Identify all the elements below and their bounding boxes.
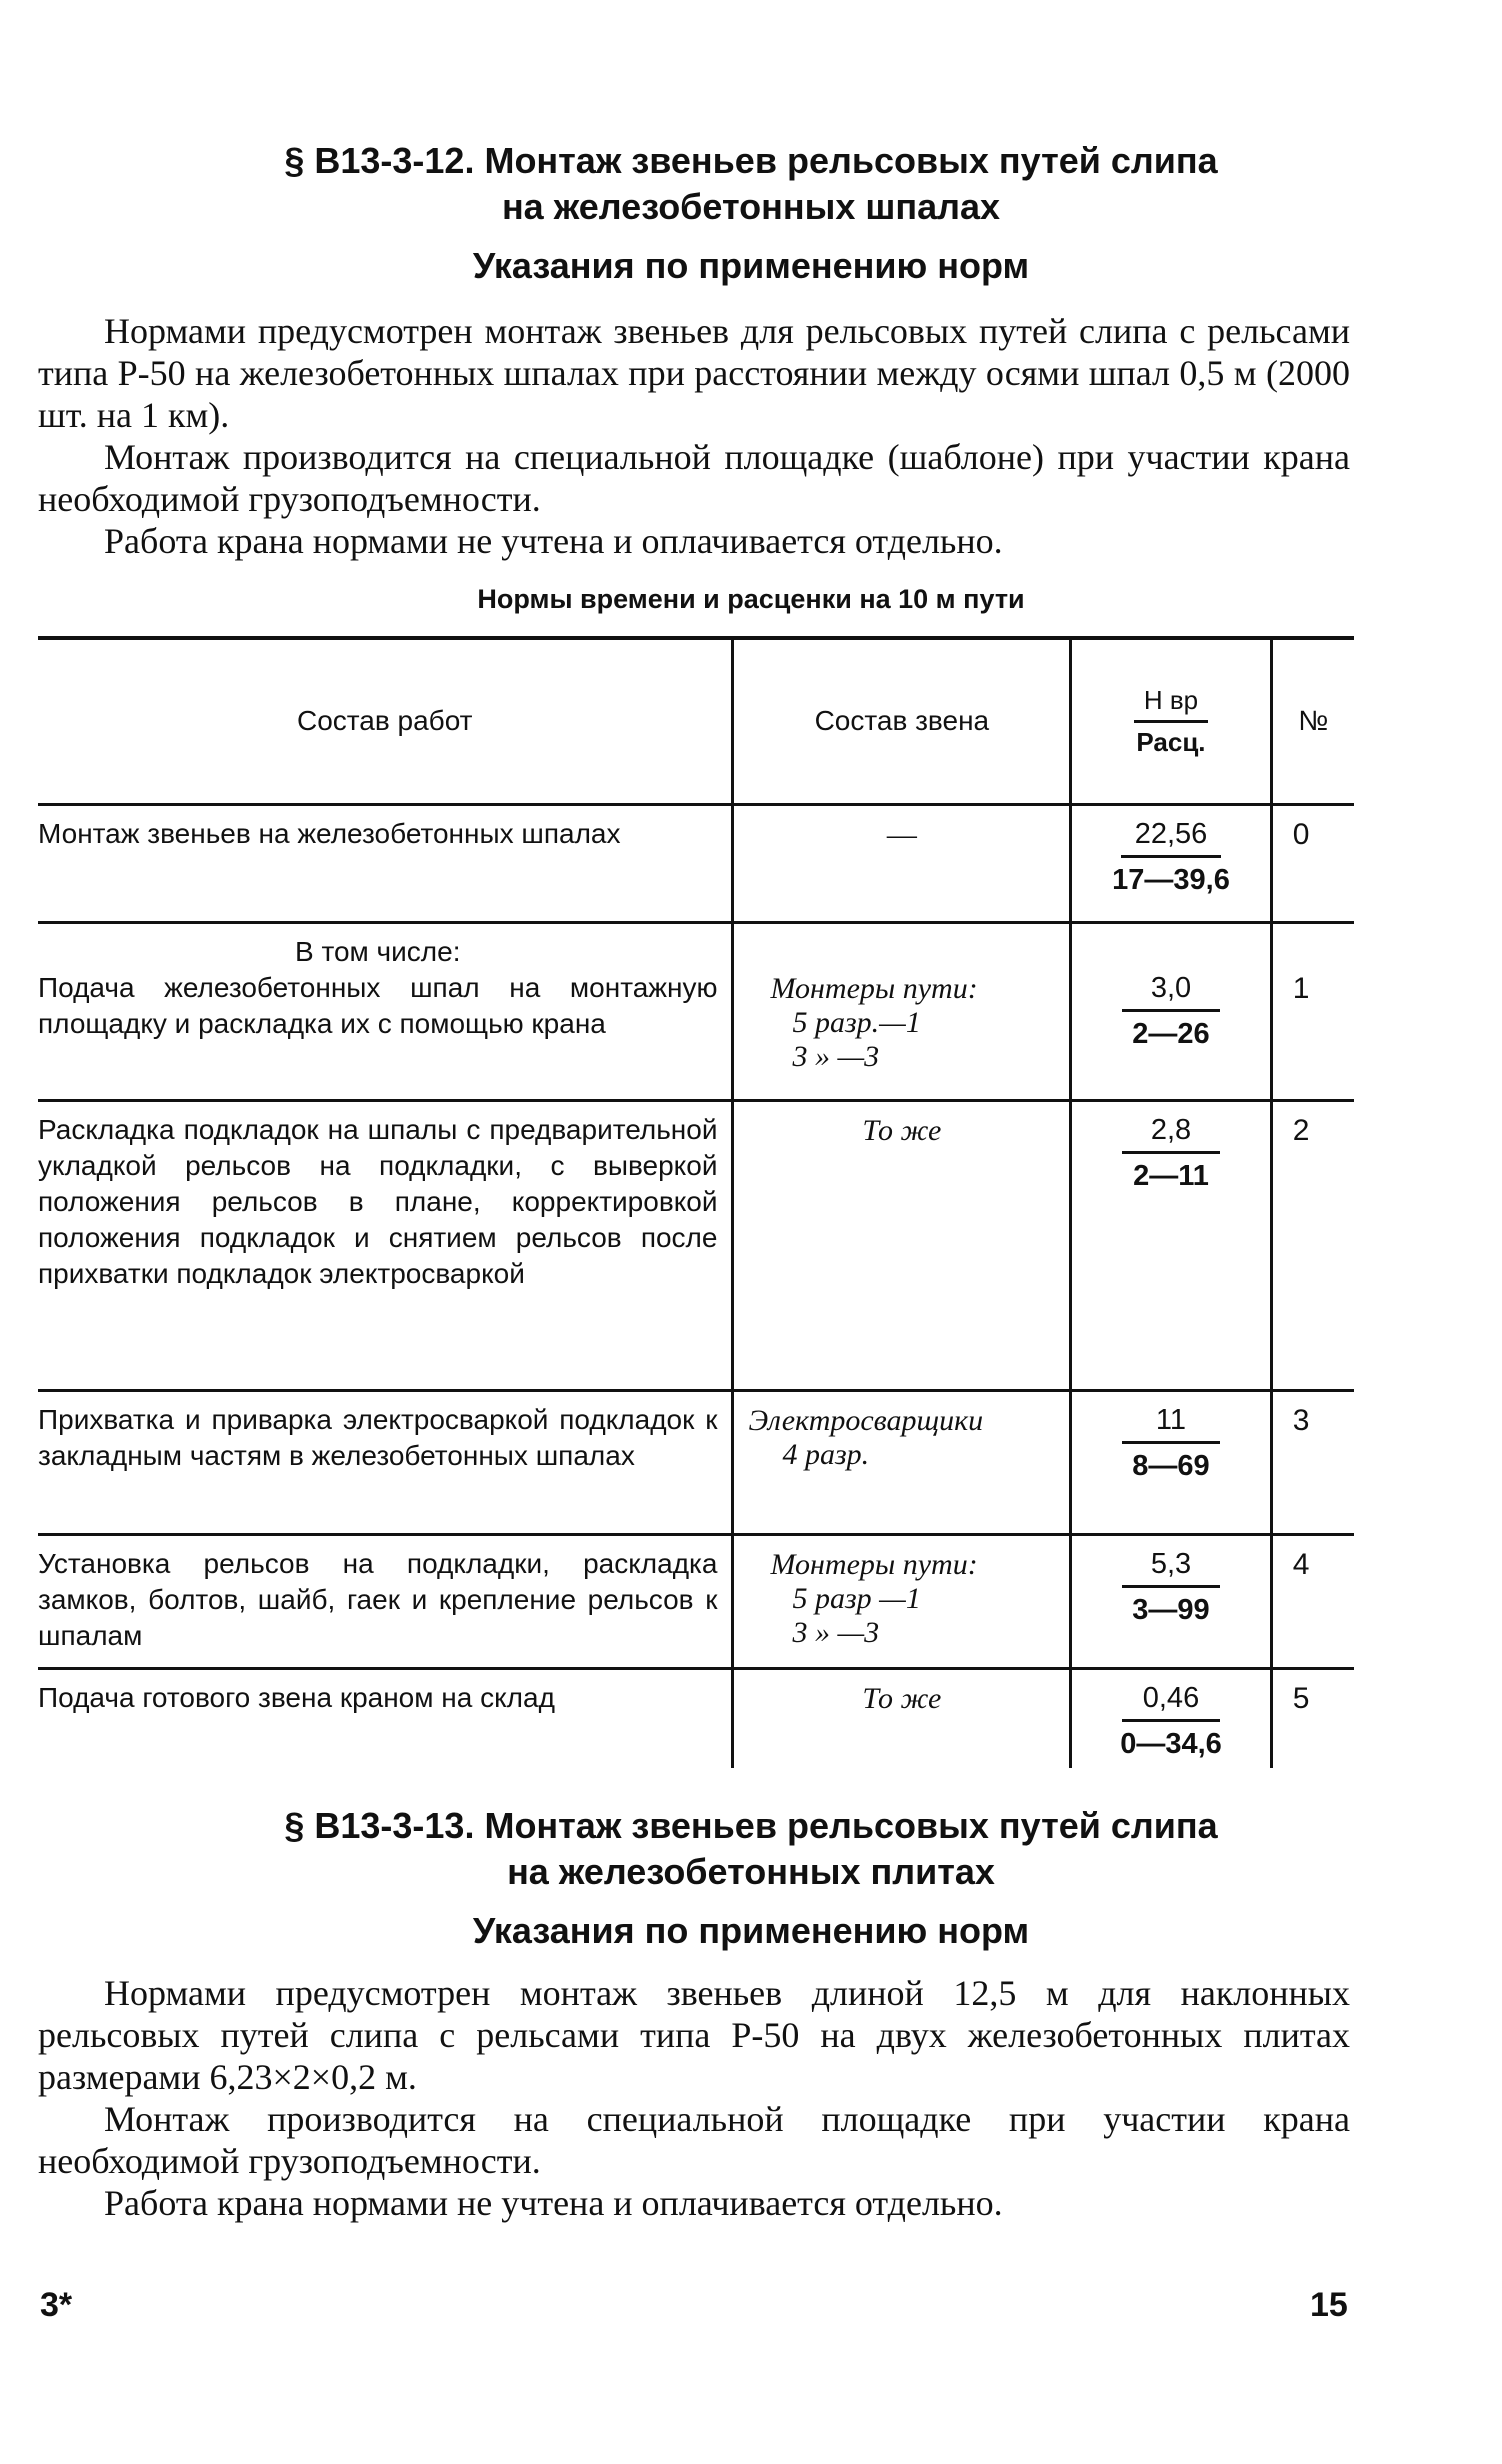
signature-mark: 3* — [40, 2286, 73, 2324]
crew-line: 5 разр —1 — [792, 1581, 921, 1615]
paragraph: Нормами предусмотрен монтаж звеньев для рельсовых путей слипа с рельсами типа Р-50 на железобетонных шпалах при расстоянии между осями шпал 0,5 м (2000 шт. на 1 км). — [38, 311, 1350, 435]
section-title-line2: на железобетонных шпалах — [501, 186, 1001, 227]
paragraph: Работа крана нормами не учтена и оплачивается отдельно. — [104, 521, 1003, 561]
norm-time: 11 — [1122, 1404, 1220, 1444]
norm-cell — [1071, 804, 1272, 922]
row-number: 1 — [1271, 922, 1354, 1100]
header-norm — [1071, 638, 1272, 804]
norm-time: 5,3 — [1122, 1548, 1220, 1588]
section-title-b13-3-12 — [0, 138, 1502, 230]
crew-line: То же — [862, 1681, 942, 1715]
header-work: Состав работ — [38, 638, 733, 804]
rate: 2—11 — [1133, 1159, 1209, 1192]
table-row — [38, 1390, 1354, 1534]
paragraph: Работа крана нормами не учтена и оплачивается отдельно. — [104, 2183, 1003, 2223]
table-row — [38, 1668, 1354, 1768]
rate: 0—34,6 — [1120, 1727, 1222, 1760]
norm-time: 3,0 — [1122, 972, 1220, 1012]
table-row — [38, 804, 1354, 922]
table-row — [38, 1534, 1354, 1668]
norms-table — [38, 636, 1354, 1768]
rate: 3—99 — [1132, 1593, 1210, 1626]
table-header-row — [38, 638, 1354, 804]
section-subtitle: Указания по применению норм — [472, 1910, 1030, 1951]
table-title: Нормы времени и расценки на 10 м пути — [477, 584, 1025, 614]
work-description: Монтаж звеньев на железобетонных шпалах — [38, 804, 733, 922]
crew-line: 4 разр. — [782, 1437, 870, 1471]
crew-line: 3 » —3 — [792, 1615, 880, 1649]
crew-line: То же — [862, 1113, 942, 1147]
work-description: Установка рельсов на подкладки, раскладка замков, болтов, шайб, гаек и крепление рельсов к шпалам — [38, 1534, 733, 1668]
crew-line: 5 разр.—1 — [792, 1005, 921, 1039]
crew-cell — [733, 1668, 1071, 1768]
work-subheading: В том числе: — [294, 935, 461, 967]
crew-line: Монтеры пути: — [770, 1547, 978, 1581]
header-crew: Состав звена — [733, 638, 1071, 804]
rate: 17—39,6 — [1112, 863, 1230, 896]
section-subtitle: Указания по применению норм — [472, 245, 1030, 286]
crew-line: — — [886, 817, 917, 851]
row-number: 4 — [1271, 1534, 1354, 1668]
section-title-b13-3-13 — [0, 1803, 1502, 1895]
rate: 2—26 — [1132, 1017, 1210, 1050]
work-description: Подача готового звена краном на склад — [38, 1681, 555, 1713]
crew-cell — [733, 1100, 1071, 1390]
section2-text — [38, 1972, 1350, 2224]
norm-cell — [1071, 1100, 1272, 1390]
norm-time: 22,56 — [1121, 818, 1222, 858]
section-title-line1: § В13-3-13. Монтаж звеньев рельсовых путей слипа — [284, 1805, 1218, 1846]
work-description: Раскладка подкладок на шпалы с предварительной укладкой рельсов на подкладки, с выверкой положения рельсов в плане, корректировкой положения подкладок и снятием рельсов после прихватки подкладок электросваркой — [38, 1100, 733, 1390]
table-row — [38, 1100, 1354, 1390]
paragraph: Нормами предусмотрен монтаж звеньев длиной 12,5 м для наклонных рельсовых путей слипа с рельсами типа Р-50 на двух железобетонных плитах размерами 6,23×2×0,2 м. — [38, 1973, 1350, 2097]
row-number: 3 — [1271, 1390, 1354, 1534]
section1-text — [38, 310, 1350, 562]
work-description-cell — [38, 922, 733, 1100]
crew-cell — [733, 1390, 1071, 1534]
norm-cell — [1071, 1668, 1272, 1768]
section-title-line2: на железобетонных плитах — [507, 1851, 995, 1892]
crew-line: Монтеры пути: — [770, 971, 978, 1005]
norm-cell — [1071, 1534, 1272, 1668]
norm-time: 2,8 — [1122, 1114, 1220, 1154]
paragraph: Монтаж производится на специальной площадке (шаблоне) при участии крана необходимой грузоподъемности. — [38, 437, 1350, 519]
work-description: Прихватка и приварка электросваркой подкладок к закладным частям в железобетонных шпалах — [38, 1390, 733, 1534]
row-number: 5 — [1271, 1668, 1354, 1768]
row-number: 2 — [1271, 1100, 1354, 1390]
row-number: 0 — [1271, 804, 1354, 922]
header-number: № — [1271, 638, 1354, 804]
page-number: 15 — [1310, 2286, 1348, 2324]
crew-cell — [733, 804, 1071, 922]
norm-cell — [1071, 1390, 1272, 1534]
norm-time: 0,46 — [1122, 1682, 1220, 1722]
header-norm-time: Н вр — [1134, 685, 1208, 723]
rate: 8—69 — [1132, 1449, 1210, 1482]
table-row — [38, 922, 1354, 1100]
work-description: Подача железобетонных шпал на монтажную площадку и раскладка их с помощью крана — [38, 971, 718, 1039]
paragraph: Монтаж производится на специальной площадке при участии крана необходимой грузоподъемности. — [38, 2099, 1350, 2181]
crew-line: 3 » —3 — [792, 1039, 880, 1073]
crew-line: Электросварщики — [748, 1403, 984, 1437]
norm-cell — [1071, 922, 1272, 1100]
crew-cell — [733, 1534, 1071, 1668]
section-title-line1: § В13-3-12. Монтаж звеньев рельсовых путей слипа — [284, 140, 1218, 181]
header-rate: Расц. — [1136, 726, 1206, 757]
crew-cell — [733, 922, 1071, 1100]
